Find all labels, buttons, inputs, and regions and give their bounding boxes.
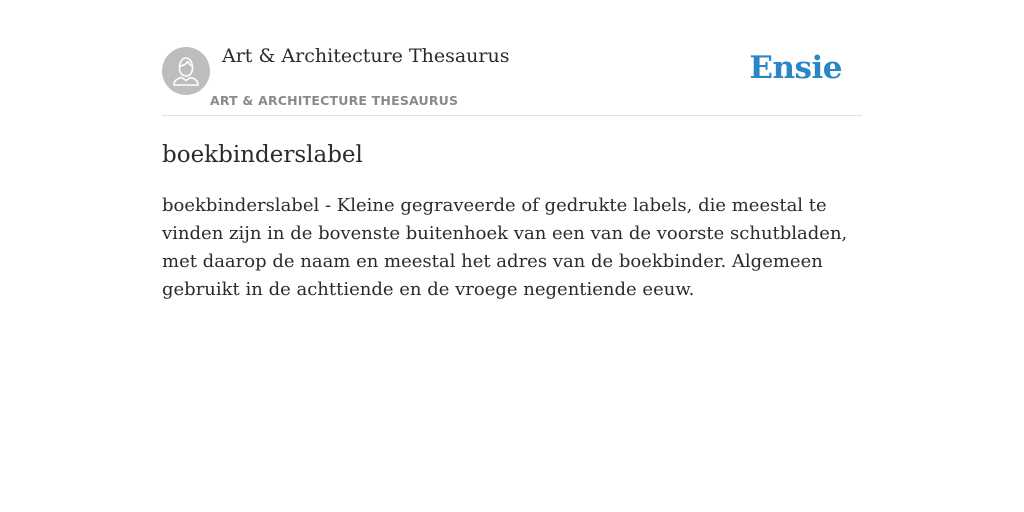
user-icon <box>162 47 210 95</box>
source-title[interactable]: Art & Architecture Thesaurus <box>222 45 510 67</box>
brand-logo-link[interactable]: Ensie <box>749 50 842 86</box>
header <box>162 0 862 116</box>
avatar[interactable] <box>162 47 210 95</box>
content-container <box>162 0 862 304</box>
entry-term: boekbinderslabel <box>162 142 363 168</box>
source-subtitle[interactable]: ART & ARCHITECTURE THESAURUS <box>210 93 459 108</box>
entry-definition: boekbinderslabel - Kleine gegraveerde of gedrukte labels, die meestal te vinden zijn in de bovenste buitenhoek van een van de voorste schutbladen, met daarop de naam en meestal het adres van de boekbinder. Algemeen gebruikt in de achttiende en de vroege negentiende eeuw. <box>162 195 848 300</box>
